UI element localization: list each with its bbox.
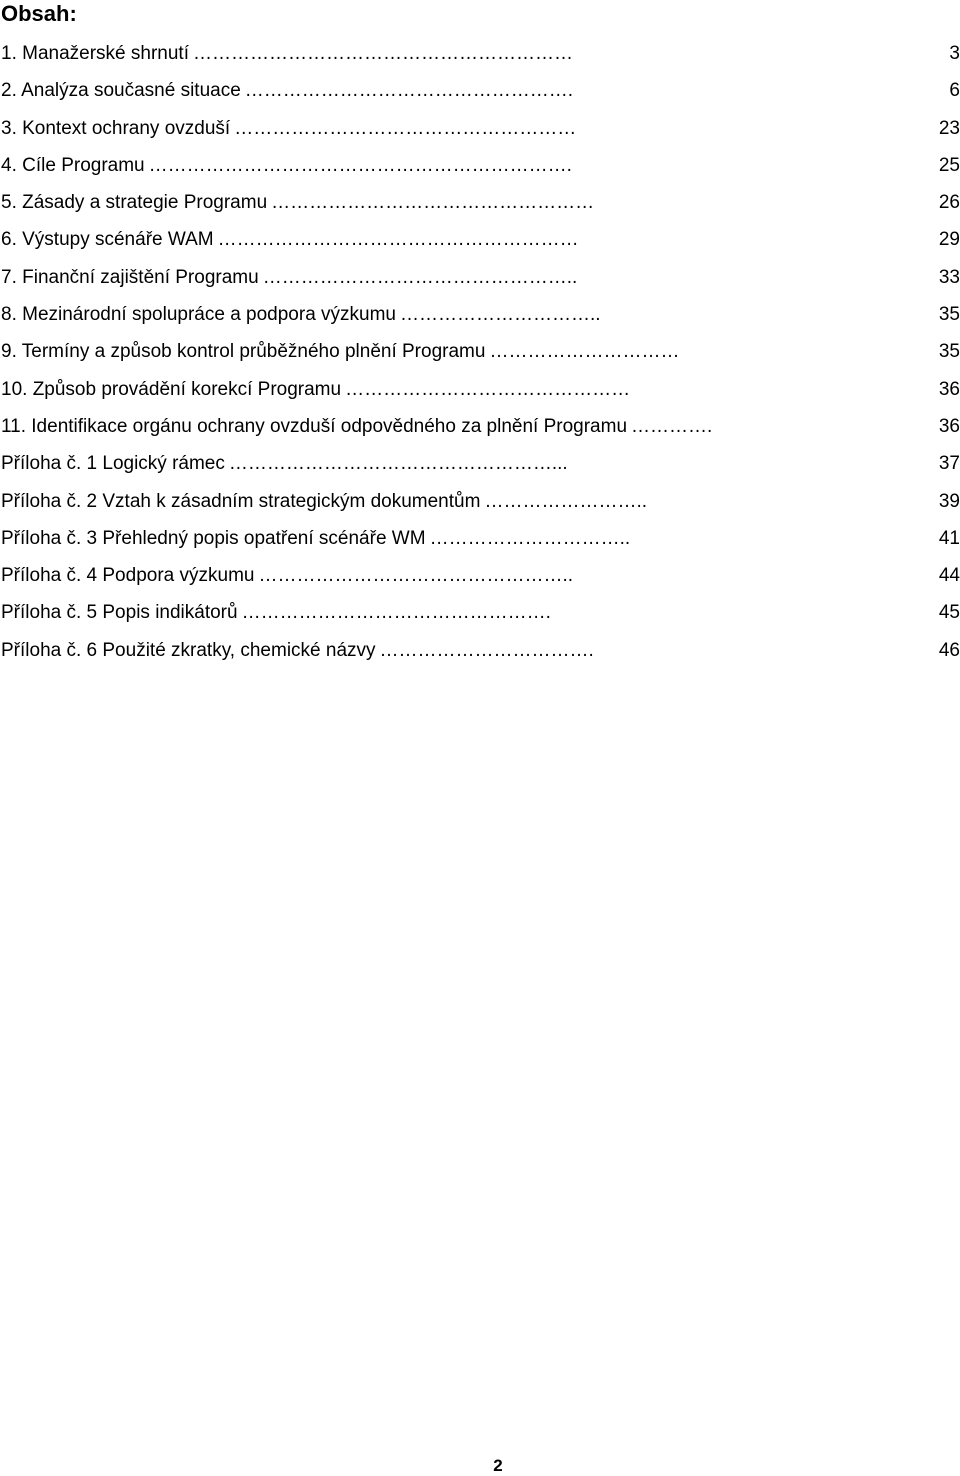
- toc-entry-text: [1, 147, 572, 184]
- toc-entry-leader: ……………………………………………...: [228, 453, 568, 475]
- toc-entry-page-number: 25: [938, 154, 960, 176]
- toc-entry-label: 10. Způsob provádění korekcí Programu: [1, 378, 342, 400]
- toc-entry[interactable]: [0, 110, 960, 147]
- toc-entry[interactable]: [0, 408, 960, 445]
- toc-entry-text: [1, 333, 679, 370]
- toc-entry-text: [1, 296, 601, 333]
- toc-entry-text: [1, 557, 573, 594]
- toc-entry-text: [1, 594, 551, 631]
- toc-entry-label: 4. Cíle Programu: [1, 154, 145, 176]
- toc-entry-label: 3. Kontext ochrany ovzduší: [1, 117, 231, 139]
- toc-entry-page-number: 36: [938, 378, 960, 400]
- toc-entry-label: Příloha č. 1 Logický rámec: [1, 453, 225, 475]
- toc-entry-text: [1, 72, 573, 109]
- toc-entry-text: [1, 445, 568, 482]
- toc-entry-page-number: 36: [938, 415, 960, 437]
- toc-entry-label: 6. Výstupy scénáře WAM: [1, 229, 214, 251]
- toc-entry-leader: …………………………………………..: [258, 565, 574, 587]
- toc-entry-text: [1, 184, 594, 221]
- toc-entry-label: 8. Mezinárodní spolupráce a podpora výzkumu: [1, 304, 397, 326]
- toc-entry[interactable]: [0, 594, 960, 631]
- toc-entry-page-number: 39: [938, 490, 960, 512]
- toc-entry-text: [1, 520, 630, 557]
- toc-entry-text: [1, 632, 594, 669]
- toc-entry[interactable]: [0, 445, 960, 482]
- toc-entry-label: Příloha č. 5 Popis indikátorů: [1, 602, 238, 624]
- toc-entry-page-number: 33: [938, 266, 960, 288]
- table-of-contents: [0, 35, 960, 669]
- toc-entry-label: 11. Identifikace orgánu ochrany ovzduší odpovědného za plnění Programu: [1, 415, 628, 437]
- toc-entry-page-number: 6: [949, 80, 960, 102]
- toc-entry-text: [1, 259, 577, 296]
- toc-entry-leader: …………………………………………..: [262, 266, 578, 288]
- toc-entry-leader: ………….: [631, 415, 713, 437]
- toc-entry-leader: ……………………..: [484, 490, 647, 512]
- toc-entry-text: [1, 35, 573, 72]
- toc-entry-text: [1, 483, 647, 520]
- toc-entry-page-number: 35: [938, 341, 960, 363]
- toc-entry-leader: ………………………………………: [345, 378, 631, 400]
- toc-entry-text: [1, 110, 576, 147]
- toc-entry[interactable]: [0, 35, 960, 72]
- toc-entry-text: [1, 408, 712, 445]
- toc-heading: Obsah:: [1, 1, 77, 26]
- toc-entry-text: [1, 371, 630, 408]
- toc-entry-leader: …………………………………………………: [217, 229, 579, 251]
- toc-entry[interactable]: [0, 333, 960, 370]
- toc-entry-label: 1. Manažerské shrnutí: [1, 43, 189, 64]
- toc-entry-leader: ………………………………………………: [234, 117, 577, 139]
- toc-entry-page-number: 46: [938, 639, 960, 661]
- toc-entry[interactable]: [0, 259, 960, 296]
- toc-entry-page-number: 3: [949, 43, 960, 64]
- toc-entry[interactable]: [0, 520, 960, 557]
- toc-entry-label: Příloha č. 6 Použité zkratky, chemické názvy: [1, 639, 376, 661]
- toc-entry[interactable]: [0, 184, 960, 221]
- toc-entry-leader: …………………………..: [400, 304, 601, 326]
- toc-entry-label: 7. Finanční zajištění Programu: [1, 266, 259, 288]
- toc-entry-leader: …………………………….: [379, 639, 594, 661]
- toc-entry-page-number: 23: [938, 117, 960, 139]
- toc-entry-page-number: 35: [938, 304, 960, 326]
- toc-entry-text: [1, 221, 579, 258]
- toc-entry-label: Příloha č. 4 Podpora výzkumu: [1, 565, 255, 587]
- toc-entry-page-number: 26: [938, 192, 960, 214]
- toc-entry[interactable]: [0, 632, 960, 669]
- toc-entry-label: Příloha č. 3 Přehledný popis opatření scénáře WM: [1, 527, 426, 549]
- toc-entry-leader: …………………………………………….: [244, 80, 574, 102]
- toc-entry-leader: ……………………………………………………: [192, 43, 573, 64]
- toc-entry[interactable]: [0, 221, 960, 258]
- toc-entry-page-number: 37: [938, 453, 960, 475]
- toc-entry-page-number: 41: [938, 527, 960, 549]
- toc-entry-label: 5. Zásady a strategie Programu: [1, 192, 268, 214]
- toc-entry[interactable]: [0, 371, 960, 408]
- toc-entry[interactable]: [0, 483, 960, 520]
- toc-entry-page-number: 29: [938, 229, 960, 251]
- toc-entry-label: Příloha č. 2 Vztah k zásadním strategickým dokumentům: [1, 490, 481, 512]
- toc-entry-label: 9. Termíny a způsob kontrol průběžného plnění Programu: [1, 341, 486, 363]
- toc-entry-page-number: 45: [938, 602, 960, 624]
- toc-entry-leader: …………………………..: [429, 527, 631, 549]
- toc-entry[interactable]: [0, 296, 960, 333]
- toc-entry-leader: ……………………………………………: [271, 192, 595, 214]
- toc-entry-leader: ………………………………………….: [241, 602, 551, 624]
- toc-entry-page-number: 44: [938, 565, 960, 587]
- toc-entry-label: 2. Analýza současné situace: [1, 80, 241, 102]
- page-number: 2: [493, 1456, 503, 1475]
- toc-entry[interactable]: [0, 72, 960, 109]
- toc-entry-leader: …………………………: [489, 341, 680, 363]
- toc-entry[interactable]: [0, 147, 960, 184]
- toc-entry-leader: ………………………………………………………….: [148, 154, 572, 176]
- toc-entry[interactable]: [0, 557, 960, 594]
